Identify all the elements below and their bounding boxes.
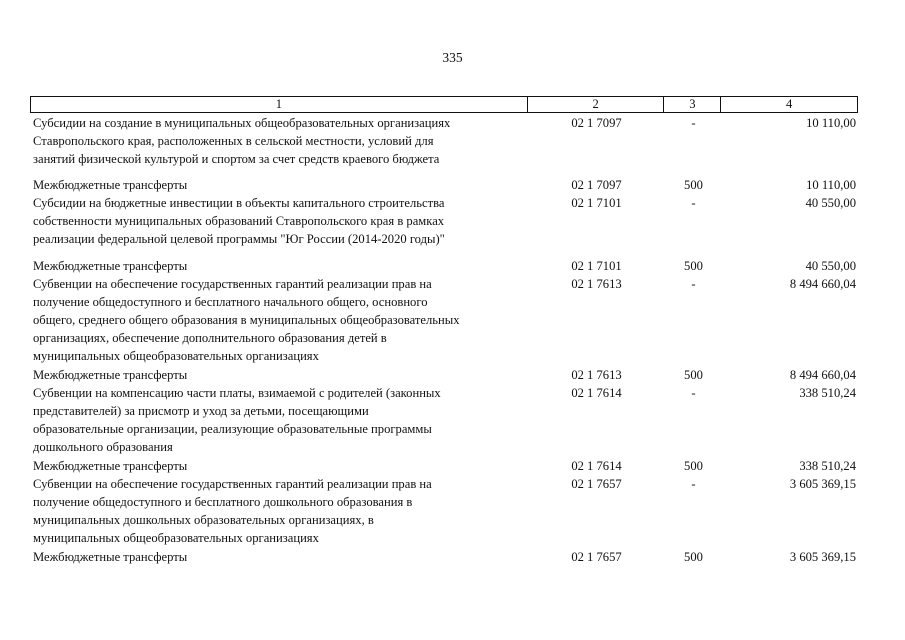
table-row <box>30 257 858 275</box>
row-type: 500 <box>684 368 703 382</box>
row-amount: 3 605 369,15 <box>789 550 856 564</box>
row-description: Субвенции на обеспечение государственных гарантий реализации прав на получение общедоступного и бесплатного дошкольного образования в муниципальных дошкольных образовательных организациях, в муниципальных общеобразовательных организациях <box>33 477 432 545</box>
row-type: 500 <box>684 178 703 192</box>
row-amount: 3 605 369,15 <box>789 477 856 491</box>
row-amount: 40 550,00 <box>805 196 856 210</box>
table-row <box>30 194 858 248</box>
row-code: 02 1 7101 <box>571 259 622 273</box>
row-type: 500 <box>684 550 703 564</box>
row-code: 02 1 7097 <box>571 178 622 192</box>
row-description: Межбюджетные трансферты <box>33 259 188 273</box>
row-code: 02 1 7657 <box>571 477 622 491</box>
row-amount: 8 494 660,04 <box>789 368 856 382</box>
row-type: - <box>691 196 696 210</box>
table-row <box>30 384 858 456</box>
row-description: Субвенции на обеспечение государственных гарантий реализации прав на получение общедоступного и бесплатного начального общего, основного общего, среднего общего образования в муниципальных общеобразовательных организациях, обеспечение дополнительного образования детей в муниципальных общеобразовательных организациях <box>33 277 460 363</box>
header-col-4: 4 <box>786 97 793 111</box>
row-amount: 10 110,00 <box>806 178 856 192</box>
table-row <box>30 114 858 168</box>
row-description: Субсидии на бюджетные инвестиции в объекты капитального строительства собственности муниципальных образований Ставропольского края в рамках реализации федеральной целевой программы "Юг России (2014-2020 годы)" <box>33 196 445 246</box>
row-type: 500 <box>684 259 703 273</box>
row-type: - <box>691 386 696 400</box>
row-code: 02 1 7614 <box>571 459 622 473</box>
row-type: - <box>691 277 696 291</box>
header-col-1: 1 <box>31 97 528 112</box>
row-description: Межбюджетные трансферты <box>33 178 188 192</box>
row-code: 02 1 7101 <box>571 196 622 210</box>
table-row <box>30 366 858 384</box>
row-code: 02 1 7097 <box>571 116 622 130</box>
row-amount: 8 494 660,04 <box>789 277 856 291</box>
page-number: 335 <box>442 50 463 65</box>
table-row <box>30 176 858 194</box>
header-col-3: 3 <box>664 97 721 112</box>
row-amount: 40 550,00 <box>805 259 856 273</box>
row-code: 02 1 7613 <box>571 277 622 291</box>
table-row <box>30 548 858 566</box>
row-code: 02 1 7614 <box>571 386 622 400</box>
row-code: 02 1 7613 <box>571 368 622 382</box>
row-type: 500 <box>684 459 703 473</box>
table-header <box>30 96 858 113</box>
table-row <box>30 475 858 547</box>
row-amount: 338 510,24 <box>799 459 856 473</box>
row-amount: 10 110,00 <box>806 116 856 130</box>
row-description: Межбюджетные трансферты <box>33 459 188 473</box>
row-type: - <box>691 477 696 491</box>
header-col-2: 2 <box>528 97 665 112</box>
row-type: - <box>691 116 696 130</box>
row-description: Межбюджетные трансферты <box>33 550 188 564</box>
row-amount: 338 510,24 <box>799 386 856 400</box>
table-row <box>30 457 858 475</box>
row-code: 02 1 7657 <box>571 550 622 564</box>
row-description: Субвенции на компенсацию части платы, взимаемой с родителей (законных представителей) за присмотр и уход за детьми, посещающими образовательные организации, реализующие образовательные программы дошкольного образования <box>33 386 441 454</box>
table-row <box>30 275 858 365</box>
row-description: Субсидии на создание в муниципальных общеобразовательных организациях Ставропольского края, расположенных в сельской местности, условий для занятий физической культурой и спортом за счет средств краевого бюджета <box>33 116 451 166</box>
row-description: Межбюджетные трансферты <box>33 368 188 382</box>
